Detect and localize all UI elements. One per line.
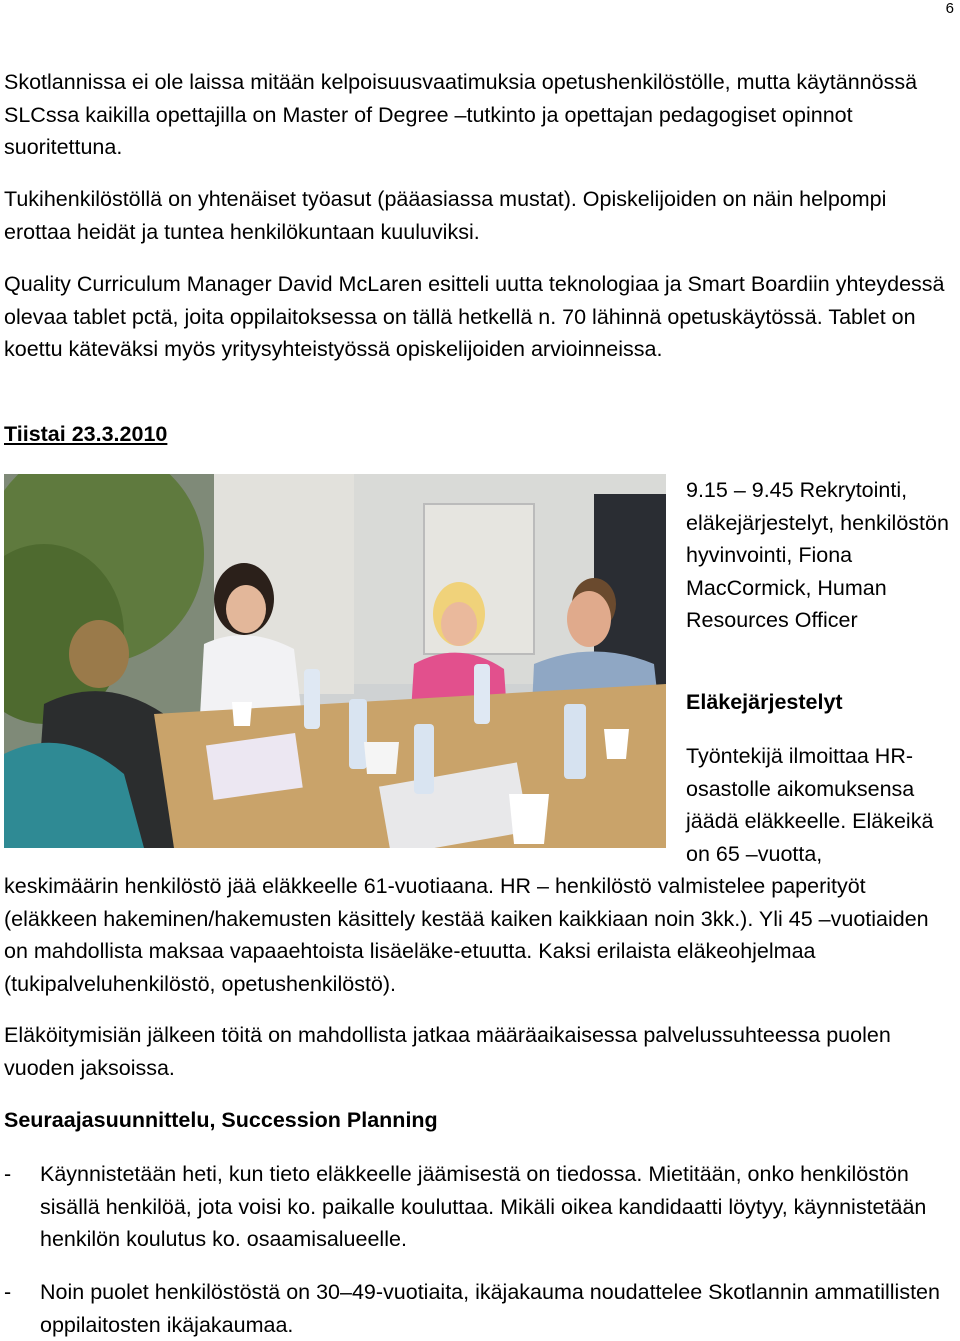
list-item-text: Noin puolet henkilöstöstä on 30–49-vuotiaita, ikäjakauma noudattelee Skotlannin ammatillisten oppilaitosten ikäjakaumaa.	[40, 1280, 940, 1337]
meeting-room-image	[4, 474, 666, 848]
pension-continuation: keskimäärin henkilöstö jää eläkkeelle 61-vuotiaana. HR – henkilöstö valmistelee paperityöt (eläkkeen hakeminen/hakemusten käsittely kestää kaiken kaikkiaan noin 3kk.). Yli 45 –vuotiaiden on mahdollista maksaa vapaaehtoista lisäeläke-etuutta. Kaksi erilaista eläkeohjelmaa (tukipalveluhenkilöstö, opetushenkilöstö).	[4, 874, 929, 996]
list-item	[4, 1276, 956, 1341]
paragraph-technology: Quality Curriculum Manager David McLaren esitteli uutta teknologiaa ja Smart Boardiin yhteydessä olevaa tablet pctä, joita oppilaitoksessa on tällä hetkellä n. 70 lähinnä opetuskäytössä. Tablet on koettu käteväksi myös yritysyhteistyössä opiskelijoiden arvioinneissa.	[4, 272, 945, 361]
page-number: 6	[945, 0, 954, 17]
list-dash: -	[4, 1280, 12, 1304]
date-heading: Tiistai 23.3.2010	[4, 422, 168, 446]
pension-side-text: Työntekijä ilmoittaa HR-osastolle aikomuksensa jäädä eläkkeelle. Eläkeikä on 65 –vuotta,	[686, 744, 934, 866]
succession-heading: Seuraajasuunnittelu, Succession Planning	[4, 1108, 438, 1132]
paragraph-qualifications: Skotlannissa ei ole laissa mitään kelpoisuusvaatimuksia opetushenkilöstölle, mutta käytännössä SLCssa kaikilla opettajilla on Master of Degree –tutkinto ja opettajan pedagogiset opinnot suoritettuna.	[4, 70, 918, 159]
session-time-topic: 9.15 – 9.45 Rekrytointi, eläkejärjestelyt, henkilöstön hyvinvointi, Fiona MacCormick, Human Resources Officer	[686, 478, 949, 632]
list-item-text: Käynnistetään heti, kun tieto eläkkeelle jäämisestä on tiedossa. Mietitään, onko henkilöstön sisällä henkilöä, jota voisi ko. paikalle kouluttaa. Mikäli oikea kandidaatti löytyy, käynnistetään henkilön koulutus ko. osaamisalueelle.	[40, 1162, 927, 1251]
list-item	[4, 1158, 956, 1256]
paragraph-uniforms: Tukihenkilöstöllä on yhtenäiset työasut (pääasiassa mustat). Opiskelijoiden on näin helpompi erottaa heidät ja tuntea henkilökuntaan kuuluviksi.	[4, 187, 887, 244]
pension-heading: Eläkejärjestelyt	[686, 690, 843, 714]
meeting-photo	[4, 474, 666, 848]
after-retirement-paragraph: Eläköitymisiän jälkeen töitä on mahdollista jatkaa määräaikaisessa palvelussuhteessa puolen vuoden jaksoissa.	[4, 1023, 891, 1080]
list-dash: -	[4, 1162, 12, 1186]
